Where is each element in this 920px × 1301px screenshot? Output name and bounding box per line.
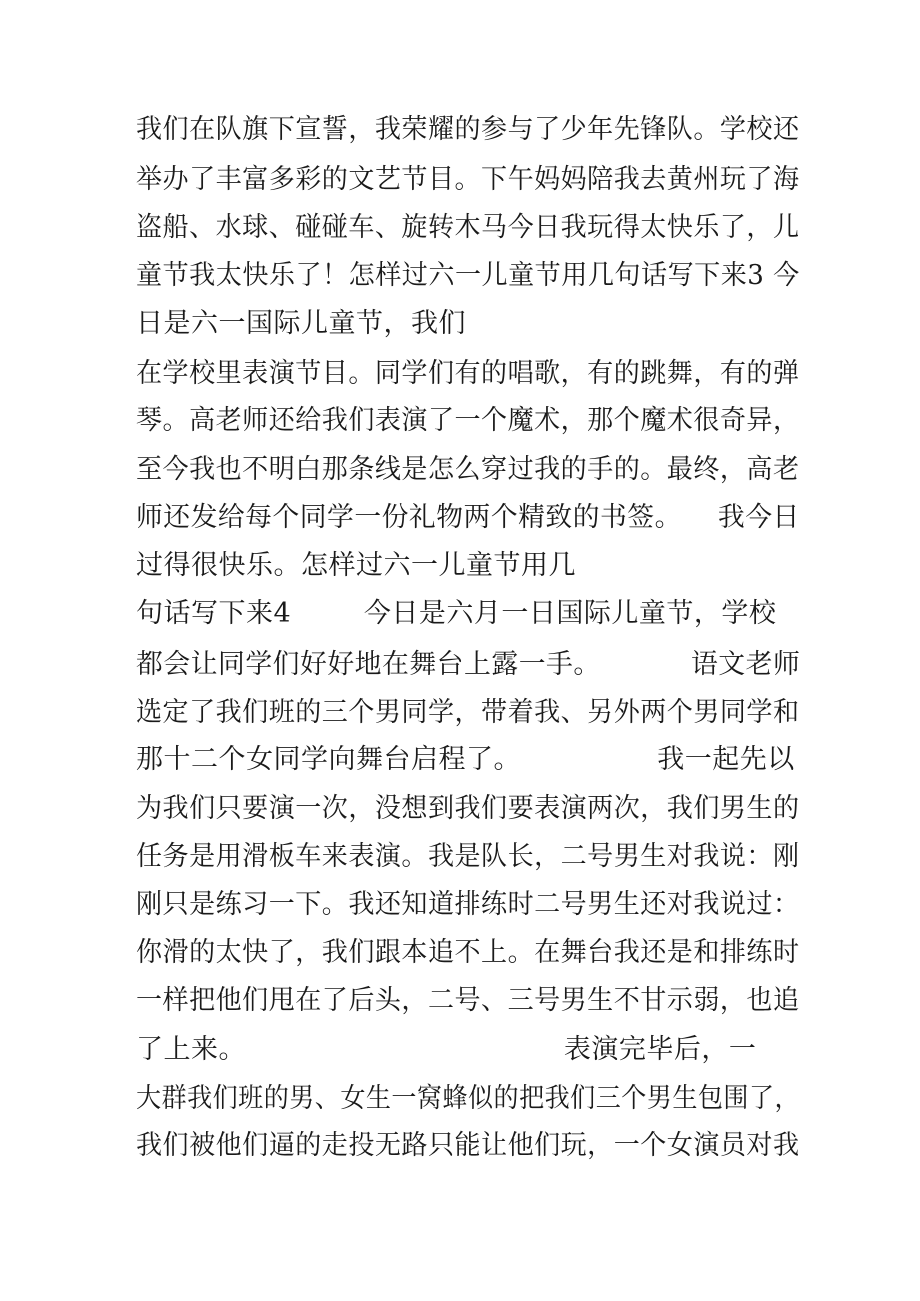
text-line: 童节我太快乐了！怎样过六一儿童节用几句话写下来3 今 <box>136 260 800 291</box>
text-line: 日是六一国际儿童节，我们 <box>136 308 466 339</box>
text-line: 至今我也不明白那条线是怎么穿过我的手的。最终，高老 <box>136 454 800 485</box>
text-line: 句话写下来4 今日是六月一日国际儿童节，学校 <box>136 598 777 629</box>
text-line: 盗船、水球、碰碰车、旋转木马今日我玩得太快乐了，儿 <box>136 212 800 243</box>
text-line: 琴。高老师还给我们表演了一个魔术，那个魔术很奇异， <box>136 405 800 436</box>
text-line: 举办了丰富多彩的文艺节目。下午妈妈陪我去黄州玩了海 <box>136 164 800 195</box>
text-line: 你滑的太快了，我们跟本追不上。在舞台我还是和排练时 <box>136 937 800 968</box>
text-line: 在学校里表演节目。同学们有的唱歌，有的跳舞，有的弹 <box>136 358 800 389</box>
text-line: 了上来。 表演完毕后，一 <box>136 1034 757 1065</box>
text-line: 我们被他们逼的走投无路只能让他们玩，一个女演员对我 <box>136 1130 800 1161</box>
text-line: 都会让同学们好好地在舞台上露一手。 语文老师 <box>136 649 801 680</box>
text-line: 师还发给每个同学一份礼物两个精致的书签。 我今日 <box>136 502 800 533</box>
text-line: 任务是用滑板车来表演。我是队长，二号男生对我说：刚 <box>136 841 800 872</box>
text-line: 过得很快乐。怎样过六一儿童节用几 <box>136 550 576 581</box>
text-line: 选定了我们班的三个男同学，带着我、另外两个男同学和 <box>136 697 800 728</box>
text-line: 那十二个女同学向舞台启程了。 我一起先以 <box>136 744 795 775</box>
text-line: 一样把他们甩在了后头，二号、三号男生不甘示弱，也追 <box>136 985 800 1016</box>
text-line: 刚只是练习一下。我还知道排练时二号男生还对我说过： <box>136 889 800 920</box>
text-line: 大群我们班的男、女生一窝蜂似的把我们三个男生包围了， <box>136 1083 801 1114</box>
text-line: 为我们只要演一次，没想到我们要表演两次，我们男生的 <box>136 793 800 824</box>
text-line: 我们在队旗下宣誓，我荣耀的参与了少年先锋队。学校还 <box>136 114 800 145</box>
